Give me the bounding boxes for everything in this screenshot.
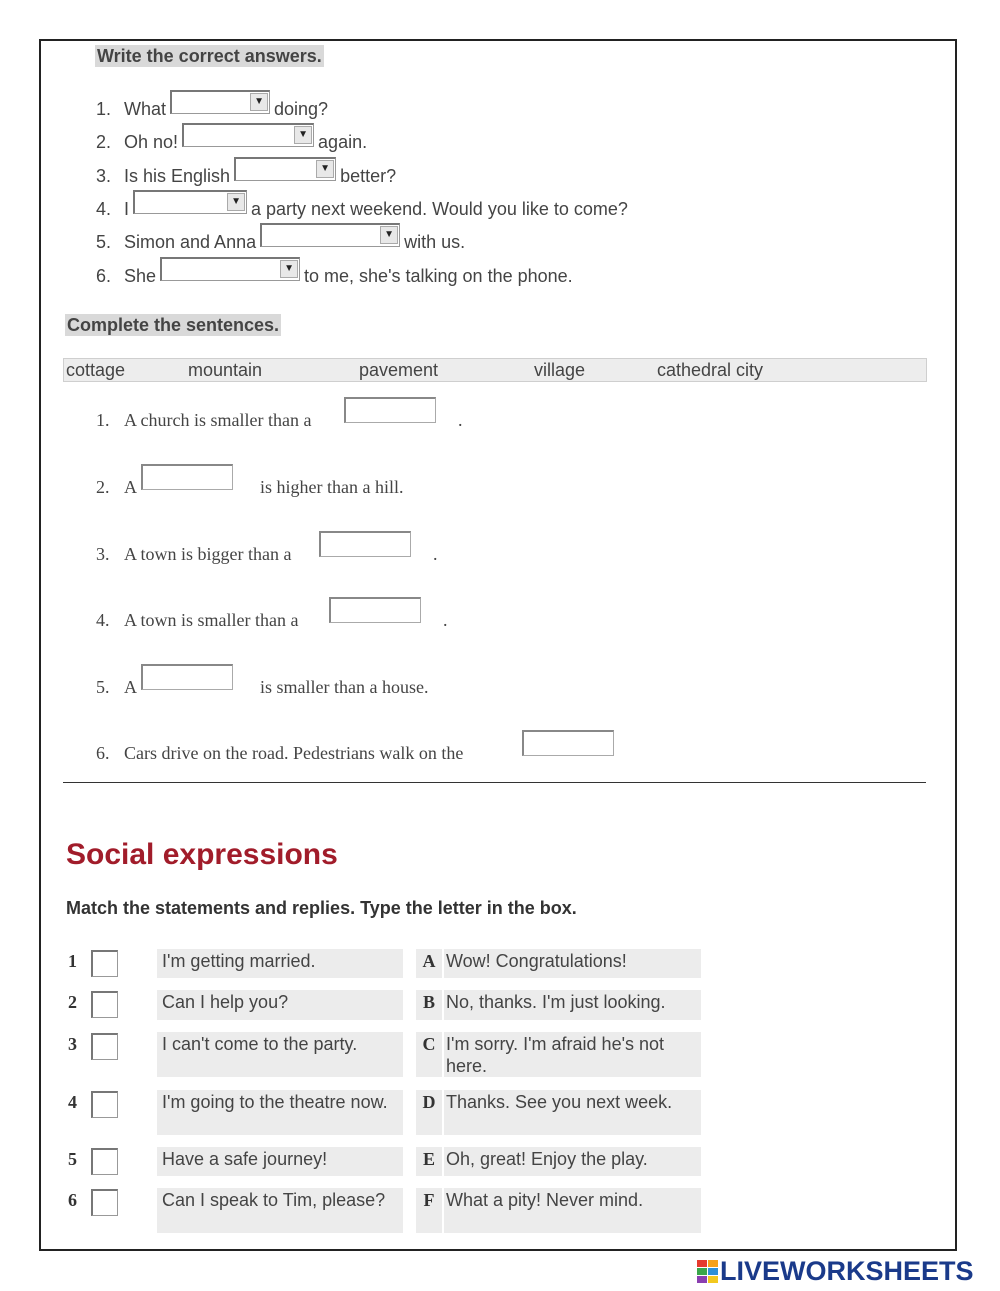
answer-dropdown[interactable] [160,257,300,281]
match-reply: No, thanks. I'm just looking. [444,990,701,1020]
answer-dropdown[interactable] [182,123,314,147]
chevron-down-icon: ▼ [380,226,398,244]
match-statement: I'm getting married. [157,949,403,978]
item-text-after: is smaller than a house. [260,677,429,697]
match-letter-input[interactable] [91,950,118,977]
word-bank-item: village [534,360,586,380]
logo-text: LIVEWORKSHEETS [720,1255,974,1286]
item-text-after: is higher than a hill. [260,477,404,497]
part2-item-2 [96,458,496,498]
answer-dropdown[interactable] [133,190,247,214]
part2-item-3 [96,525,496,565]
match-reply: Wow! Congratulations! [444,949,701,978]
match-letter: B [416,990,442,1020]
item-text-after: a party next weekend. Would you like to come? [251,199,628,219]
item-number: 3. [96,166,112,186]
item-text-before: A [124,477,137,497]
word-bank-item: cathedral city [657,360,764,380]
item-text-before: A [124,677,137,697]
chevron-down-icon: ▼ [250,93,268,111]
match-letter: C [416,1032,442,1077]
item-text-before: A church is smaller than a [124,410,312,430]
item-text-after: better? [340,166,397,186]
item-text-after: again. [318,132,368,152]
match-statement: Can I help you? [157,990,403,1020]
item-number: 3. [96,544,110,564]
match-reply: I'm sorry. I'm afraid he's not here. [444,1032,701,1077]
match-letter: F [416,1188,442,1233]
match-reply: Thanks. See you next week. [444,1090,701,1135]
match-letter: A [416,949,442,978]
item-text-before: I [124,199,130,219]
part2-heading: Complete the sentences. [67,315,280,335]
item-number: 2. [96,132,112,152]
match-number: 5 [68,1149,77,1169]
answer-dropdown[interactable] [234,157,336,181]
match-letter: E [416,1147,442,1176]
part1-item-5 [96,223,465,253]
answer-input[interactable] [329,597,421,623]
match-number: 3 [68,1034,77,1054]
match-reply: Oh, great! Enjoy the play. [444,1147,701,1176]
part1-item-2 [96,123,367,153]
item-text-after: . [443,610,448,630]
chevron-down-icon: ▼ [316,160,334,178]
part2-item-4 [96,591,496,631]
section-title: Social expressions [66,838,338,871]
answer-dropdown[interactable] [170,90,270,114]
item-text-before: Is his English [124,166,231,186]
word-bank [63,358,927,382]
item-text-after: with us. [404,232,466,252]
item-number: 5. [96,232,112,252]
chevron-down-icon: ▼ [294,126,312,144]
item-text-before: Simon and Anna [124,232,257,252]
match-statement: I'm going to the theatre now. [157,1090,403,1135]
item-number: 5. [96,677,110,697]
item-text-before: A town is smaller than a [124,610,299,630]
match-statement: Can I speak to Tim, please? [157,1188,403,1233]
item-number: 4. [96,610,110,630]
chevron-down-icon: ▼ [280,260,298,278]
item-text-before: Cars drive on the road. Pedestrians walk on the [124,743,464,763]
answer-input[interactable] [141,464,233,490]
answer-input[interactable] [344,397,436,423]
match-letter-input[interactable] [91,991,118,1018]
part1-item-4 [96,190,628,220]
item-text-after: . [433,544,438,564]
match-letter-input[interactable] [91,1148,118,1175]
item-number: 6. [96,743,110,763]
match-letter-input[interactable] [91,1091,118,1118]
match-number: 6 [68,1190,77,1210]
item-number: 1. [96,410,110,430]
answer-input[interactable] [522,730,614,756]
match-number: 1 [68,951,77,971]
answer-dropdown[interactable] [260,223,400,247]
part1-heading: Write the correct answers. [97,46,322,66]
chevron-down-icon: ▼ [227,193,245,211]
match-letter-input[interactable] [91,1189,118,1216]
match-number: 4 [68,1092,77,1112]
logo-mark-icon [697,1260,718,1283]
part1-item-1 [96,90,328,120]
match-statement: I can't come to the party. [157,1032,403,1077]
match-reply: What a pity! Never mind. [444,1188,701,1233]
match-letter-input[interactable] [91,1033,118,1060]
liveworksheets-logo [697,1257,974,1285]
word-bank-item: cottage [66,360,126,380]
match-letter: D [416,1090,442,1135]
item-number: 4. [96,199,112,219]
instruction: Match the statements and replies. Type the letter in the box. [66,898,577,918]
section-divider [63,782,926,783]
item-text-after: doing? [274,99,329,119]
answer-input[interactable] [141,664,233,690]
match-statement: Have a safe journey! [157,1147,403,1176]
item-text-before: What [124,99,167,119]
part1-item-6 [96,257,573,287]
item-text-after: . [458,410,463,430]
item-number: 1. [96,99,112,119]
word-bank-item: pavement [359,360,439,380]
part2-item-6 [96,724,636,764]
word-bank-item: mountain [188,360,263,380]
answer-input[interactable] [319,531,411,557]
item-number: 2. [96,477,110,497]
part2-item-1 [96,391,496,431]
item-text-after: to me, she's talking on the phone. [304,266,573,286]
match-number: 2 [68,992,77,1012]
part1-item-3 [96,157,396,187]
item-text-before: Oh no! [124,132,179,152]
item-number: 6. [96,266,112,286]
item-text-before: She [124,266,157,286]
part2-item-5 [96,658,496,698]
item-text-before: A town is bigger than a [124,544,292,564]
